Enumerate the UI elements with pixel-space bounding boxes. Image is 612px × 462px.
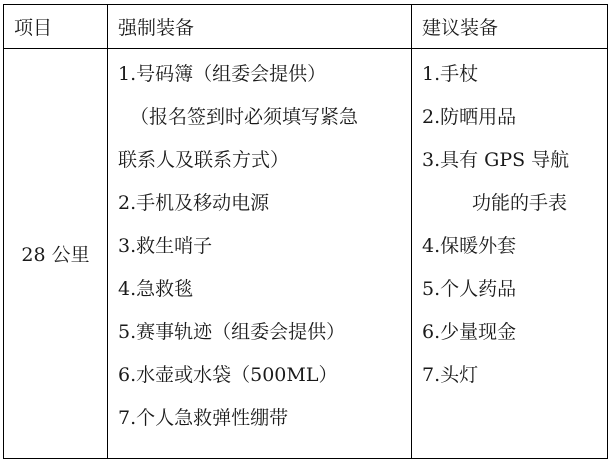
suggested-item: 7.头灯 — [422, 364, 479, 386]
mandatory-item: 3.救生哨子 — [118, 235, 213, 257]
suggested-item-continuation: 功能的手表 — [472, 192, 568, 214]
mandatory-equipment-cell — [108, 49, 412, 459]
mandatory-item: 6.水壶或水袋（500ML） — [118, 364, 338, 386]
header-mandatory-equipment: 强制装备 — [108, 5, 412, 49]
mandatory-item-note: （报名签到时必须填写紧急 — [130, 106, 359, 128]
table-row — [4, 49, 608, 459]
suggested-item: 3.具有 GPS 导航 — [422, 149, 570, 171]
suggested-item: 4.保暖外套 — [422, 235, 517, 257]
mandatory-item-note: 联系人及联系方式） — [118, 149, 290, 171]
mandatory-item: 5.赛事轨迹（组委会提供） — [118, 321, 346, 343]
suggested-item: 2.防晒用品 — [422, 106, 517, 128]
mandatory-item: 2.手机及移动电源 — [118, 192, 270, 214]
equipment-table — [3, 4, 608, 459]
suggested-item: 1.手杖 — [422, 63, 479, 85]
item-distance-cell: 28 公里 — [4, 49, 108, 459]
table-header-row — [4, 5, 608, 49]
mandatory-item: 4.急救毯 — [118, 278, 194, 300]
header-suggested-equipment: 建议装备 — [412, 5, 608, 49]
header-item: 项目 — [4, 5, 108, 49]
suggested-equipment-cell — [412, 49, 608, 459]
mandatory-item: 7.个人急救弹性绷带 — [118, 407, 289, 429]
suggested-item: 5.个人药品 — [422, 278, 517, 300]
suggested-item: 6.少量现金 — [422, 321, 517, 343]
mandatory-item: 1.号码簿（组委会提供） — [118, 63, 327, 85]
